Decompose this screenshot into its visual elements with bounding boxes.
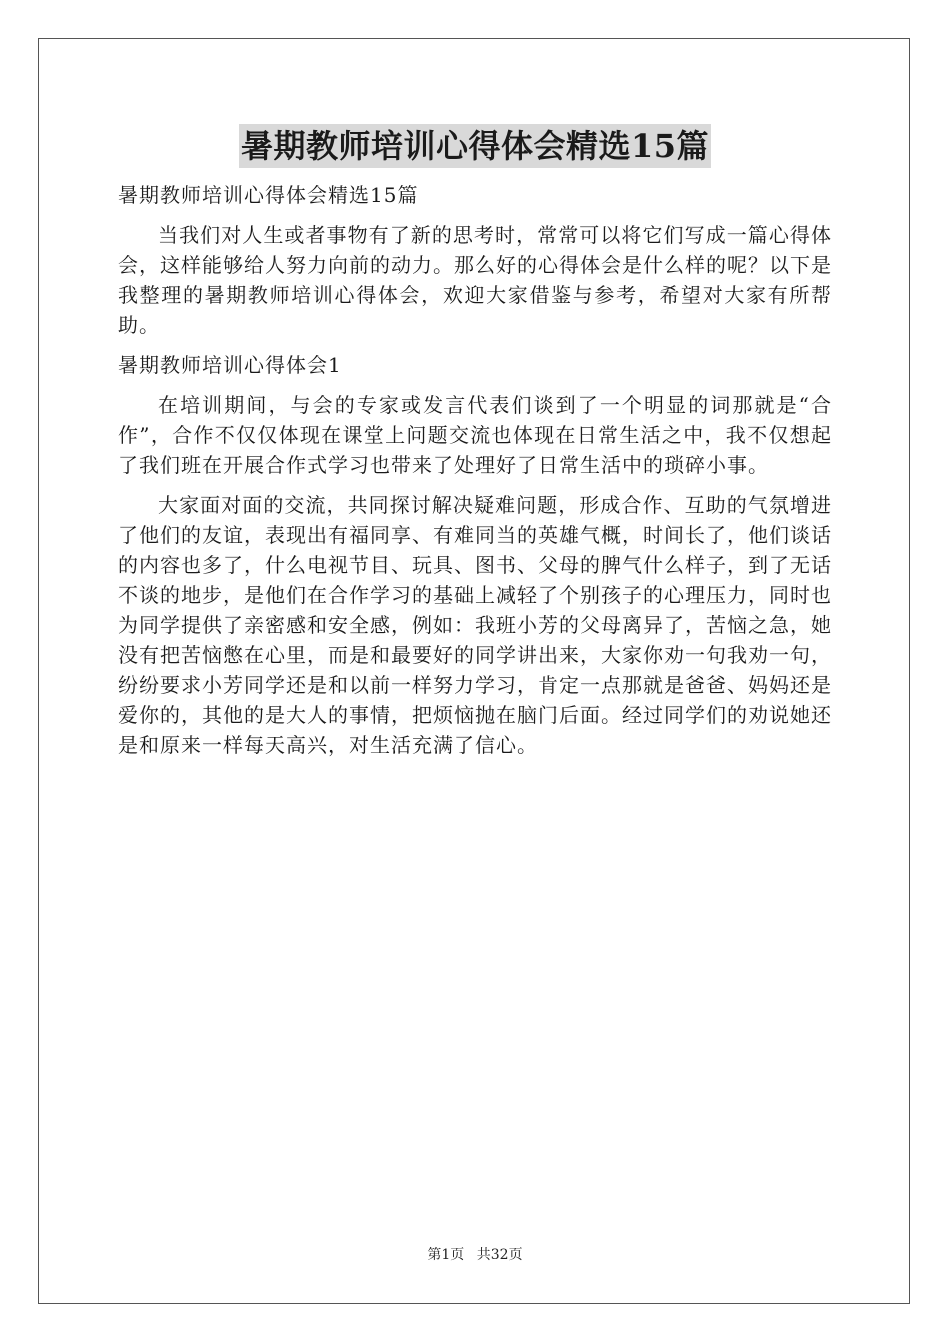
title-container: [0, 124, 950, 168]
body-paragraph-2: 大家面对面的交流，共同探讨解决疑难问题，形成合作、互助的气氛增进了他们的友谊，表现出有福同享、有难同当的英雄气概，时间长了，他们谈话的内容也多了，什么电视节目、玩具、图书、父母的脾气什么样子，到了无话不谈的地步，是他们在合作学习的基础上减轻了个别孩子的心理压力，同时也为同学提供了亲密感和安全感，例如：我班小芳的父母离异了，苦恼之急，她没有把苦恼憋在心里，而是和最要好的同学讲出来，大家你劝一句我劝一句，纷纷要求小芳同学还是和以前一样努力学习，肯定一点那就是爸爸、妈妈还是爱你的，其他的是大人的事情，把烦恼抛在脑门后面。经过同学们的劝说她还是和原来一样每天高兴，对生活充满了信心。: [118, 493, 832, 757]
document-body: [118, 180, 832, 770]
body-paragraph-1: 在培训期间，与会的专家或发言代表们谈到了一个明显的词那就是“合作”，合作不仅仅体现在课堂上问题交流也体现在日常生活之中，我不仅想起了我们班在开展合作式学习也带来了处理好了日常生活中的琐碎小事。: [118, 393, 832, 477]
section-heading: 暑期教师培训心得体会1: [118, 353, 342, 377]
subtitle: 暑期教师培训心得体会精选15篇: [118, 183, 419, 207]
page-footer: [0, 1244, 950, 1264]
page-total: 共32页: [476, 1247, 523, 1263]
document-title: 暑期教师培训心得体会精选15篇: [239, 124, 711, 168]
intro-paragraph: 当我们对人生或者事物有了新的思考时，常常可以将它们写成一篇心得体会，这样能够给人努力向前的动力。那么好的心得体会是什么样的呢？以下是我整理的暑期教师培训心得体会，欢迎大家借鉴与参考，希望对大家有所帮助。: [118, 223, 832, 337]
page-number: 第1页: [427, 1247, 465, 1263]
